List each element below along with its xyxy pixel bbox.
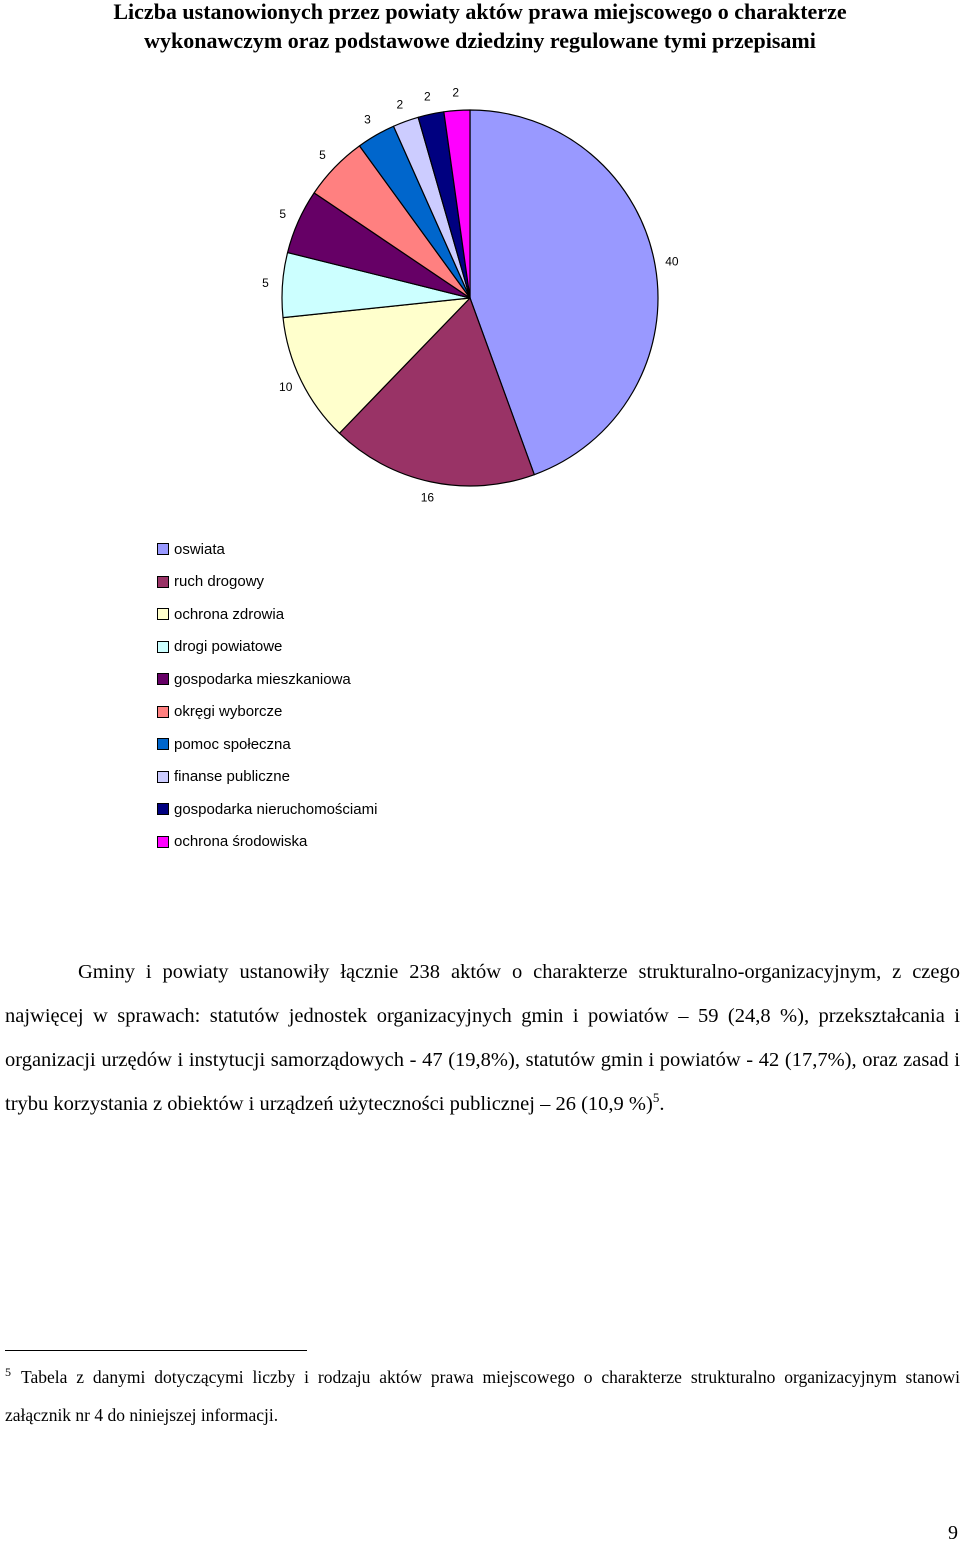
legend-item bbox=[157, 631, 377, 664]
legend-swatch bbox=[157, 543, 169, 555]
legend-label: pomoc społeczna bbox=[174, 735, 291, 753]
legend-swatch bbox=[157, 771, 169, 783]
pie-data-label-8: 2 bbox=[424, 89, 431, 104]
chart-legend bbox=[157, 533, 377, 858]
footnote-separator bbox=[5, 1350, 307, 1351]
body-paragraph bbox=[5, 950, 960, 1126]
legend-label: drogi powiatowe bbox=[174, 638, 283, 656]
body-paragraph-text: Gminy i powiaty ustanowiły łącznie 238 aktów o charakterze strukturalno-organizacyjnym, z czego najwięcej w sprawach: statutów jednostek organizacyjnych gmin i powiatów – 59 (24,8 %), przekształcania i organizacji urzędów i instytucji samorządowych - 47 (19,8%), statutów gmin i powiatów - 42 (17,7%), oraz zasad i trybu korzystania z obiektów i urządzeń użyteczności publicznej – 26 (10,9 %) bbox=[5, 961, 960, 1115]
legend-swatch bbox=[157, 673, 169, 685]
body-paragraph-end: . bbox=[659, 1093, 665, 1115]
legend-label: gospodarka nieruchomościami bbox=[174, 800, 378, 818]
legend-swatch bbox=[157, 641, 169, 653]
pie-chart bbox=[0, 80, 960, 520]
pie-data-label-9: 2 bbox=[452, 85, 460, 100]
legend-label: ochrona środowiska bbox=[174, 833, 308, 851]
legend-swatch bbox=[157, 608, 169, 620]
legend-item bbox=[157, 696, 377, 729]
legend-swatch bbox=[157, 706, 169, 718]
title-line-1: Liczba ustanowionych przez powiaty aktów prawa miejscowego o charakterze bbox=[113, 0, 847, 24]
legend-item bbox=[157, 533, 377, 566]
pie-data-label-7: 2 bbox=[396, 97, 404, 112]
pie-data-label-2: 10 bbox=[279, 380, 293, 395]
page-number: 9 bbox=[948, 1522, 958, 1544]
pie-data-label-4: 5 bbox=[279, 206, 287, 221]
legend-item bbox=[157, 598, 377, 631]
pie-data-label-6: 3 bbox=[364, 112, 371, 127]
pie-data-label-5: 5 bbox=[319, 147, 326, 162]
legend-swatch bbox=[157, 576, 169, 588]
legend-swatch bbox=[157, 836, 169, 848]
legend-label: ochrona zdrowia bbox=[174, 605, 285, 623]
legend-item bbox=[157, 566, 377, 599]
footnote-text: Tabela z danymi dotyczącymi liczby i rodzaju aktów prawa miejscowego o charakterze strukturalno organizacyjnym stanowi załącznik nr 4 do niniejszej informacji. bbox=[5, 1367, 960, 1425]
pie-data-label-3: 5 bbox=[262, 275, 269, 290]
legend-item bbox=[157, 663, 377, 696]
pie-data-label-1: 16 bbox=[420, 490, 435, 505]
footnote-mark: 5 bbox=[5, 1365, 11, 1380]
footnote bbox=[5, 1358, 960, 1434]
legend-swatch bbox=[157, 738, 169, 750]
legend-item bbox=[157, 728, 377, 761]
legend-label: oswiata bbox=[174, 540, 225, 558]
legend-label: okręgi wyborcze bbox=[174, 703, 283, 721]
legend-item bbox=[157, 826, 377, 859]
legend-swatch bbox=[157, 803, 169, 815]
legend-item bbox=[157, 761, 377, 794]
title-line-2: wykonawczym oraz podstawowe dziedziny regulowane tymi przepisami bbox=[144, 28, 816, 53]
pie-data-label-0: 40 bbox=[665, 254, 679, 269]
legend-item bbox=[157, 793, 377, 826]
footnote-reference: 5 bbox=[652, 1090, 660, 1106]
legend-label: gospodarka mieszkaniowa bbox=[174, 670, 351, 688]
page-title bbox=[0, 0, 960, 55]
legend-label: ruch drogowy bbox=[174, 573, 265, 591]
legend-label: finanse publiczne bbox=[174, 768, 290, 786]
